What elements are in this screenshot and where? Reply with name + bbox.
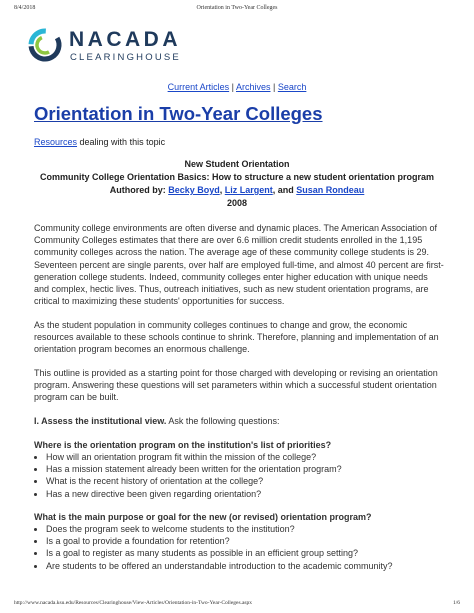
list-item: • Has a mission statement already been written for the orientation program? <box>46 463 444 475</box>
question-heading: Where is the orientation program on the institution's list of priorities? <box>34 439 332 450</box>
author-link[interactable]: Susan Rondeau <box>296 185 365 195</box>
article-year: 2008 <box>226 198 248 208</box>
author-separator: , <box>219 185 225 195</box>
list-item: • Does the program seek to welcome students to the institution? <box>46 523 444 535</box>
top-nav <box>0 82 474 92</box>
author-link[interactable]: Liz Largent <box>224 185 273 195</box>
assess-text: Ask the following questions: <box>166 416 280 427</box>
body-paragraph: As the student population in community colleges continues to change and grow, the economic resources available to these schools continue to shrink. Therefore, planning and implementation of an orientation program becomes an enormous challenge. <box>34 319 439 355</box>
print-footer <box>0 600 474 610</box>
print-title: Orientation in Two-Year Colleges <box>196 5 278 11</box>
article-category: New Student Orientation <box>184 159 290 169</box>
authored-by-label: Authored by: <box>109 185 169 195</box>
body-paragraph: Community college environments are often diverse and dynamic places. The American Association of Community Colleges estimates that there are over 6.6 million credit students enrolled in the 1,195 community colleges across the nation. The average age of these community college students is 29. Seventeen percent are single parents, over half are employed full-time, and almost 40 percent are first-generation college students. Indeed, community colleges enter higher education with unique needs and complex, hectic lives. Thus, outreach initiatives, such as new student orientation programs, are critical to maximizing these students' opportunities for success. <box>34 223 444 307</box>
page-title: Orientation in Two-Year Colleges <box>34 103 323 124</box>
article-subtitle: Community College Orientation Basics: How to structure a new student orientation program <box>39 172 435 182</box>
print-date: 8/4/2018 <box>14 5 36 11</box>
authors-line <box>0 184 474 197</box>
list-item: • Has a new directive been given regarding orientation? <box>46 488 444 500</box>
author-separator: , and <box>272 185 297 195</box>
nav-separator: | <box>229 82 236 92</box>
resources-line <box>34 137 165 147</box>
nav-archives-link[interactable]: Archives <box>235 82 271 92</box>
page-number: 1/6 <box>452 600 460 606</box>
nav-search-link[interactable]: Search <box>277 82 307 92</box>
question-list <box>34 523 444 572</box>
list-item: • Is a goal to register as many students as possible in an efficient group setting? <box>46 547 444 559</box>
body-paragraph: This outline is provided as a starting point for those charged with developing or revising an orientation program. Answering these questions will set parameters within which a successful student orientation program can be built. <box>34 368 438 403</box>
assess-heading: I. Assess the institutional view. <box>34 416 167 427</box>
list-item: • How will an orientation program fit within the mission of the college? <box>46 451 444 463</box>
logo-brand-text: NACADA <box>69 28 181 51</box>
resources-text: dealing with this topic <box>77 137 166 147</box>
article-body <box>34 222 444 583</box>
list-item: • What is the recent history of orientation at the college? <box>46 475 444 487</box>
logo-sub-text: CLEARINGHOUSE <box>70 52 181 63</box>
nav-current-articles-link[interactable]: Current Articles <box>167 82 230 92</box>
question-heading: What is the main purpose or goal for the new (or revised) orientation program? <box>34 511 372 522</box>
nav-separator: | <box>270 82 278 92</box>
article-header <box>0 158 474 210</box>
resources-link[interactable]: Resources <box>34 137 78 147</box>
list-item: • Are students to be offered an understandable introduction to the academic community? <box>46 560 444 572</box>
nacada-logo[interactable] <box>27 27 187 67</box>
print-header <box>0 5 474 17</box>
nacada-ring-icon <box>27 27 63 63</box>
list-item: • Is a goal to provide a foundation for retention? <box>46 535 444 547</box>
question-list <box>34 451 444 500</box>
print-url: http://www.nacada.ksu.edu/Resources/Clearinghouse/View-Articles/Orientation-in-Two-Year-Colleges.aspx <box>14 600 253 606</box>
author-link[interactable]: Becky Boyd <box>168 185 220 195</box>
assess-line <box>34 415 444 427</box>
